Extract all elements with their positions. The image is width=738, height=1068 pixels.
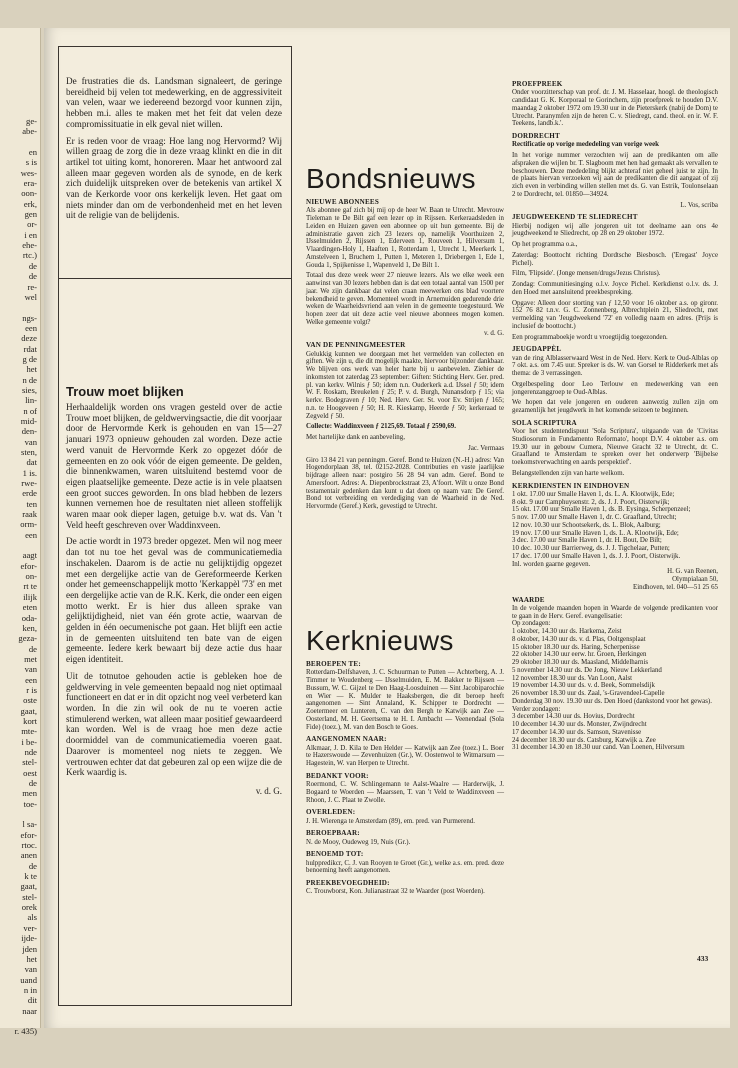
section-heading: NIEUWE ABONNEES: [306, 198, 379, 206]
list-item: Donderdag 30 nov. 19.30 uur ds. Den Hoed (dankstond voor het gewas).: [512, 697, 712, 705]
left-page-fragment: stel-: [22, 891, 37, 902]
left-page-fragment: erk,: [23, 198, 37, 209]
section-heading: PROEFPREEK: [512, 80, 563, 88]
section-heading: BENOEMD TOT:: [306, 850, 364, 859]
left-page-fragment: oda-: [21, 612, 37, 623]
section-heading: WAARDE: [512, 595, 545, 604]
left-page-fragment: wel: [24, 291, 37, 302]
section-paragraph: Gelukkig kunnen we doorgaan met het vermelden van collecten en giften. We zijn u, die dit mogelijk maakte, hiervoor bijzonder dankbaar. We blijven ons werk van heler harte bij u aanbevelen. Ziehier de inkomsten tot zaterdag 23 september: Giften: Stichting Herv. Ger. pred. pl. van kerkv. Wilnis ƒ 50; idem n.n. Ouderkerk a.d. IJssel ƒ 50; idem W. F. Roskam, Breukelen ƒ 25; P. v. d. Burgh, Nunansdorp ƒ 15; via kerkv. Bodegraven ƒ 10; Ned. Herv. Ger. St. voor Ev. Strijen ƒ 165; n.n. te Hoogeveen ƒ 50; H. R. Kieskamp, Heerde ƒ 50; kerkeraad te Zegveld ƒ 50.: [306, 350, 504, 420]
list-item: 17 december 14.30 uur ds. Samson, Stavenisse: [512, 728, 642, 736]
left-page-fragment: de: [28, 860, 37, 871]
left-page-fragment: oest: [23, 767, 37, 778]
left-page-fragment: n of: [23, 405, 37, 416]
section-signature: Jac. Vermaas: [468, 444, 504, 452]
left-page-fragment: oste: [23, 695, 37, 706]
left-page-fragment: van: [24, 964, 37, 975]
left-page-fragment: als: [27, 912, 37, 923]
section-paragraph: Opgave: Alleen door storting van ƒ 12,50 voor 16 oktober a.s. op gironr. 152 76 82 t.n.v. G. C. Zonnenberg, Albrechtplein 21, Sliedrecht, met vermelding van 'Jeugdweekend '72' en volledig naam en adres. (Prijs is inclusief de boottocht.): [512, 299, 718, 330]
left-page-fragment: sies,: [21, 384, 37, 395]
section-heading: BEROEPBAAR:: [306, 829, 360, 838]
left-page-fragment: on-: [25, 571, 37, 582]
left-page-fragment: deze: [21, 333, 37, 344]
left-page-fragment: en: [28, 147, 37, 158]
left-page-fragments: [0, 116, 40, 1037]
trouw-signature: v. d. G.: [255, 785, 282, 796]
left-page-fragment: efor-: [20, 560, 37, 571]
left-page-fragment: mid-: [20, 415, 37, 426]
section-paragraph: Met hartelijke dank en aanbeveling,: [306, 434, 405, 441]
section-paragraph: van de ring Alblasserwaard West in de Ned. Herv. Kerk te Oud-Alblas op 7 okt. a.s. om 7.45 uur. Spreker is ds. W. van Gorsel te Ridderkerk met als thema: de 3 verrassingen.: [512, 354, 718, 377]
list-item: Op zondagen:: [512, 620, 551, 628]
left-page-fragment: dit: [27, 995, 37, 1006]
section-paragraph: Hierbij nodigen wij alle jongeren uit tot deelname aan ons 4e jeugdweekend te Sliedrecht, op 28 en 29 oktober 1972.: [512, 222, 718, 238]
left-page-fragment: nde: [24, 746, 37, 757]
section-heading: OVERLEDEN:: [306, 808, 356, 817]
column-left: [66, 76, 282, 227]
left-page-fragment: [0, 1016, 37, 1026]
section-paragraph: C. Trouwborst, Kon. Julianastraat 32 te Waarder (post Woerden).: [306, 888, 485, 896]
left-page-fragment: ken,: [22, 622, 37, 633]
left-page-fragment: [0, 302, 37, 312]
trouw-title: Trouw moet blijken: [66, 384, 184, 399]
left-page-fragment: aagt: [22, 550, 37, 561]
left-page-fragment: oon-: [21, 188, 37, 199]
list-item: 3 dec. 17.00 uur Smalle Haven 1, dr. H. Bout, De Bilt;: [512, 537, 662, 545]
left-page-fragment: wes-: [20, 167, 37, 178]
trouw-paragraph: Herhaaldelijk worden ons vragen gesteld over de actie Trouw moet blijken, de geldwervingsactie, die dit voorjaar door de Hervormde Kerk is gehouden en van 15—27 januari 1973 opnieuw gehouden zal worden. Deze actie werd vanuit de Hervormde Kerk zo opgezet dóór de gemeenten en zo ook vóór de eigen gemeente. De gelden, die binnenkwamen, waren uitsluitend bestemd voor de eigen plaatselijke gemeente. Deze actie is in vele plaatsen een groot succes geworden. In ons blad hebben de lezers kunnen vernemen hoe de resultaten niet alleen stoffelijk waren maar ook dieper lagen, getuige b.v. wat ds. Van 't Veld heeft geschreven over Waddinxveen.: [66, 402, 282, 530]
left-page-fragment: sten,: [21, 447, 37, 457]
section-paragraph: Orgelbespeling door Leo Terlouw en medewerking van een jongerenzanggroep te Oud-Alblas.: [512, 380, 718, 396]
left-page-fragment: i en: [24, 229, 37, 240]
section-signature: L. Vos, scriba: [680, 201, 718, 209]
left-page-fragment: r is: [26, 684, 37, 695]
section-heading: JEUGDAPPÈL: [512, 345, 562, 354]
list-item: 31 december 14.30 en 18.30 uur cand. Van Loenen, Hilversum: [512, 744, 685, 752]
left-page-fragment: ilijk: [23, 591, 37, 602]
section-heading: JEUGDWEEKEND TE SLIEDRECHT: [512, 213, 638, 222]
section-paragraph: Belangstellenden zijn van harte welkom.: [512, 469, 625, 477]
left-page-fragment: gaat,: [20, 705, 37, 716]
left-page-fragment: or-: [27, 219, 37, 230]
section-paragraph: Zondag: Communitiesinging o.l.v. Joyce Pichel. Kerkdienst o.l.v. ds. J. den Hoed met aansluitend preekbespreking.: [512, 281, 718, 296]
left-page-fragment: uand: [20, 974, 37, 985]
section-heading: AANGENOMEN NAAR:: [306, 735, 387, 744]
left-page-fragment: de: [28, 778, 37, 788]
section-paragraph: Als abonnee gaf zich bij mij op de heer W. Baan te Utrecht. Mevrouw Tieleman te De Bilt gaf een lezer op in Rijssen. Kerkeraadsleden in Leiden en Huizen gaven een abonnee op uit hun gemeente. Bij de administratie gaven zich 23 lezers op, namelijk Voorthuizen 2, IJsselmuiden 2, Rijssen 1, Ederveen 1, Rouveen 1, Hilversum 1, Vlaardingen-Holy 1, Haaften 1, Rotterdam 1, Utrecht 1, Meerkerk 1, Amstelveen 1, Bruchem 1, Putten 1, Meteren 1, Driebergen 1, Ede 1, Gouda 1, Spijkenisse 1, Wapenveld 1, De Bilt 1.: [306, 207, 504, 269]
left-page-fragment: re-: [27, 281, 37, 292]
list-item: 1 oktober, 14.30 uur ds. Harkema, Zeist: [512, 628, 622, 635]
intro-paragraph: De frustraties die ds. Landsman signaleert, de geringe bereidheid bij velen tot medewerking, en de aggressiviteit van velen, waar we iedereend bezorgd voor kunnen zijn, hebben m.i. alles te maken met het feit dat velen deze compromissituatie in elk geval niet willen.: [66, 76, 282, 129]
left-page-fragment: de: [28, 643, 37, 654]
left-page-fragment: l sa-: [22, 819, 37, 830]
left-page-fragment: raak: [22, 509, 37, 520]
left-page-fragment: g de: [22, 353, 37, 364]
left-page-fragment: n in: [23, 984, 37, 995]
list-item: 17 dec. 17.00 uur Smalle Haven 1, ds. J. J. Poort, Oisterwijk.: [512, 552, 681, 560]
page-number: 433: [697, 954, 709, 963]
list-item: 8 okt. 9 uur Camphuysenstr. 2, ds. J. J. Poort, Oisterwijk;: [512, 498, 670, 506]
section-paragraph: N. de Mooy, Oudeweg 19, Nuis (Gr.).: [306, 838, 411, 846]
section-paragraph: J. H. Wierenga te Amsterdam (89), em. pred. van Purmerend.: [306, 817, 475, 825]
left-page-fragment: van: [24, 436, 37, 447]
list-item: 8 oktober, 14.30 uur ds. v. d. Plas, Ooltgensplaat: [512, 635, 646, 643]
left-page-fragment: dat: [26, 457, 37, 468]
left-page-fragment: gaat,: [20, 881, 37, 892]
list-item: 29 oktober 18.30 uur ds. Maasland, Middelharnis: [512, 659, 649, 666]
left-page-fragment: stel-: [22, 757, 37, 768]
section-paragraph: Onder voorzitterschap van prof. dr. J. M. Hasselaar, hoogl. de theologisch candidaat G. K. Korporaal te Gorinchem, zijn proefpreek te houden D.V. maandag 2 oktober 1972 om 19.30 uur in de Pieterskerk (nabij de Dom) te Utrecht. Paranymfen zijn de heren C. v. Sliedregt, cand. theol. en ir. W. F. Teekens, landb.k.'.: [512, 89, 718, 128]
section-heading: PREEKBEVOEGDHEID:: [306, 879, 390, 887]
left-page-fragment: era-: [23, 178, 37, 189]
list-item: Verder zondagen:: [512, 705, 561, 713]
section-paragraph: Film, 'Flipside'. (Jonge mensen/drugs/Jezus Christus).: [512, 270, 661, 278]
list-item: 26 november 18.30 uur ds. Zaal, 's-Gravendeel-Capelle: [512, 690, 665, 697]
left-page-fragment: de: [28, 271, 37, 282]
list-item: 10 dec. 10.30 uur Barrierweg, ds. J. J. Tigchelaar, Putten;: [512, 545, 670, 552]
left-page-fragment: ten: [26, 498, 37, 509]
section-heading: BEDANKT VOOR:: [306, 771, 369, 780]
left-page-fragment: kort: [23, 715, 37, 726]
bondsnieuws-title: Bondsnieuws: [306, 163, 476, 194]
left-page-fragment: lin-: [25, 395, 37, 406]
left-page-fragment: s is: [25, 157, 37, 168]
section-heading: BEROEPEN TE:: [306, 660, 361, 668]
kerknieuws-title: Kerknieuws: [306, 625, 454, 656]
left-page-fragment: geza-: [18, 633, 37, 644]
list-item: 10 december 14.30 uur ds. Monster, Zwijndrecht: [512, 721, 647, 728]
left-page-fragment: een: [25, 322, 37, 333]
list-item: 19 nov. 17.00 uur Smalle Haven 1, ds. L. A. Klootwijk, Ede;: [512, 529, 679, 537]
list-item: 12 november 18.30 uur ds. Van Loon, Aalst: [512, 674, 633, 682]
section-subheading: Rectificatie op vorige mededeling van vorige week: [512, 141, 659, 149]
signature-line: Eindhoven, tel. 040—51 25 65: [633, 583, 718, 591]
left-page-fragment: ver-: [23, 922, 37, 933]
section-paragraph: Collecte: Waddinxveen ƒ 2125,69. Totaal ƒ 2590,69.: [306, 423, 456, 431]
left-page-fragment: een: [25, 674, 37, 685]
intro-article: [66, 76, 282, 221]
section-heading: SOLA SCRIPTURA: [512, 418, 577, 427]
left-page-fragment: men: [22, 788, 37, 799]
left-page-fragment: 1 is.: [22, 467, 37, 478]
left-page-fragment: ijde-: [21, 933, 37, 944]
list-item: 24 december 18.30 uur ds. Catsburg, Katwijk a. Zee: [512, 736, 656, 744]
left-page-fragment: naar: [22, 1005, 37, 1016]
left-page-fragment: ngs-: [22, 312, 37, 323]
section-paragraph: Een programmaboekje wordt u vroegtijdig toegezonden.: [512, 333, 668, 341]
left-page-fragment: eten: [22, 602, 37, 613]
section-paragraph: Alkmaar, J. D. Kila te Den Helder — Katwijk aan Zee (toez.) L. Boer te Hazerswoude — Zevenhuizen (Gr.), W. Oostenwol te Witmarsum — Hagestein, W. van Herpen te Utrecht.: [306, 744, 504, 767]
left-page-fragment: jden: [22, 943, 37, 954]
section-paragraph: Giro 13 84 21 van penningm. Geref. Bond te Huizen (N.-H.) adres: Van Hogendorplaan 38, tel. 02152-2028. Contributies en vaste jaarlijkse bijdrage alleen naar: postgiro 56 28 94 van adm. Geref. Bond te Amersfoort. Adres: A. Diepenbrockstraat 23, A'foort. Wilt u onze Bond testamentair gedenken dan kunt u dat doen op naam van: De Geref. Bond tot verbreiding en verdediging van de Waarheid in de Ned. Hervormde (Geref.) Kerk, gevestigd te Utrecht.: [306, 456, 504, 510]
left-page-fragment: een: [25, 529, 37, 540]
column-right: [512, 76, 718, 752]
left-page-fragment: [0, 540, 37, 550]
left-page-fragment: [0, 137, 37, 147]
left-page-margin: [0, 28, 41, 1037]
section-paragraph: hulppredikcr, C. J. van Rooyen te Groet (Gr.), welke a.s. em. pred. deze benoeming heeft aangenomen.: [306, 859, 504, 875]
left-page-fragment: k te: [24, 871, 37, 882]
signature-line: Olympialaan 50,: [672, 576, 718, 583]
trouw-article: [66, 384, 282, 796]
left-page-fragment: ge-: [26, 116, 37, 126]
list-item: 12 nov. 10.30 uur Schootsekerk, ds. L. Blok, Aalburg;: [512, 521, 661, 529]
newspaper-page: [44, 28, 730, 1028]
left-page-fragment: ehe-: [22, 240, 37, 251]
left-page-fragment: abe-: [22, 126, 37, 137]
left-page-fragment: het: [26, 953, 37, 964]
left-page-fragment: van: [24, 664, 37, 675]
list-item: 3 december 14.30 uur ds. Hovius, Dordrecht: [512, 713, 635, 721]
left-page-fragment: rdat: [23, 343, 37, 354]
list-item: 5 nov. 17.00 uur Smalle Haven 1, dr. C. Graafland, Utrecht;: [512, 514, 677, 521]
left-page-fragment: rwe-: [21, 478, 37, 489]
section-heading: KERKDIENSTEN IN EINDHOVEN: [512, 481, 630, 490]
section-paragraph: Roermond, C. W. Schlingemann te Aalst-Waalre — Harderwijk, J. Bogaard te Woerden — Maarssen, T. van 't Veld te Waddinxveen — Rhoon, J. C. Plaat te Zwolle.: [306, 781, 504, 804]
list-item: In de volgende maanden hopen in Waarde de volgende predikanten voor te gaan in de Herv. Geref. evangelisatie:: [512, 604, 718, 620]
kerknieuws-section: [306, 626, 504, 899]
list-item: 15 oktober 18.30 uur ds. Haring, Scherpenisse: [512, 643, 640, 651]
section-signature: v. d. G.: [483, 329, 504, 337]
left-page-fragment: r. 435): [14, 1026, 37, 1037]
left-page-fragment: anen: [20, 850, 37, 861]
left-page-fragment: rt te: [23, 581, 37, 592]
signature-line: H. G. van Reenen,: [667, 568, 718, 576]
left-page-fragment: mte-: [21, 726, 37, 737]
list-item: Inl. worden gaarne gegeven.: [512, 560, 591, 568]
left-page-fragment: de: [28, 260, 37, 271]
left-page-fragment: den-: [21, 426, 37, 437]
section-paragraph: Op het programma o.a.,: [512, 241, 578, 248]
section-paragraph: In het vorige nummer verzochten wij aan de predikanten om alle afspraken die wijlen br. T. Slagboom met hen had gemaakt als vervallen te beschouwen. Deze mededeling blijkt achteraf niet geheel juist te zijn. In de plaats hiervan verzoeken wij aan de predikanten die dit aangaat of zij zich even in verbinding willen stellen met ds. G. van Estrik, Toulonselaan 2 te Dordrecht, tel. 01850—34924.: [512, 152, 718, 198]
left-page-fragment: orm-: [20, 519, 37, 530]
list-item: 5 november 14.30 uur ds. De Jong, Nieuw Lekkerland: [512, 666, 662, 674]
section-paragraph: Voor het studentendispuut 'Sola Scriptura', uitgaande van de 'Civitas Studiosorum in Fundamento Reformato', hoopt D.V. 4 oktober a.s. om 19.30 uur in gebouw Cumera, Nieuwe Gracht 32 te Utrecht, dr. C. Graafland te Amsterdam te spreken over het onderwerp 'Bijbelse toekomstverwachting en aards perspektief'.: [512, 428, 718, 466]
list-item: 19 november 14.30 uur ds. v. d. Beek, Sommelsdijk: [512, 682, 655, 690]
left-page-fragment: toe-: [23, 798, 37, 809]
left-page-fragment: rtoc.: [21, 840, 37, 851]
section-heading: DORDRECHT: [512, 132, 560, 140]
bondsnieuws-section: [306, 164, 504, 514]
trouw-paragraph: Uit de totnutoe gehouden actie is gebleken hoe de geldwerving in vele gemeenten bepaald nog niet optimaal functioneert en dat er in dit opzicht nog veel verbeterd kan worden. In die zin wil ook de nu te voeren actie stimulerend werken, wat alleen maar positief gewaardeerd kan worden. Wel is de vraag hoe men deze actie doormiddel van de communicatiemedia voeren gaat. Daarover is momenteel nog niets te zeggen. We vertrouwen echter dat dat gebeuren zal op een wijze die de Kerk waardig is.: [66, 670, 282, 778]
left-page-fragment: i be-: [21, 736, 37, 747]
left-page-fragment: erde: [22, 488, 37, 499]
intro-paragraph: Er is reden voor de vraag: Hoe lang nog Hervormd? Wij willen graag de zorg die in deze vraag klinkt en die in dit artikel tot uiting komt, honoreren. Maar het antwoord zal alleen maar gegeven worden als de synode, en de kerk zich duidelijk uitspreken over de betekenis van artikel X van de Kerkorde voor ons kerkelijk leven. Het gaat om niets minder dan om de verbondenheid met en het leven uit de religie van de belijdenis.: [66, 135, 282, 221]
left-page-fragment: rtc.): [22, 250, 37, 261]
list-item: 22 oktober 14.30 uur eerw. hr. Groen, Herkingen: [512, 651, 647, 659]
list-item: 1 okt. 17.00 uur Smalle Haven 1, ds. L. A. Klootwijk, Ede;: [512, 490, 675, 498]
section-paragraph: Zaterdag: Boottocht richting Dordtsche Biesbosch. ('Eregast' Joyce Pichel).: [512, 251, 718, 267]
section-paragraph: Rotterdam-Delfshaven, J. C. Schuurman te Putten — Achterberg, A. J. Timmer te Woudenberg — IJsselmuiden, E. M. Bakker te Rijssen — Bussum, W. C. Gijzel te Den Haag-Loosduinen — Sint Jacobiparochie en Wier — K. Mulder te Haaksbergen, die dit beroep heeft aangenomen — Sint Annaland, K. Schipper te Dordrecht — Zoetermeer en Lunteren, C. van den Bergh te Katwijk aan Zee — Oosterland, M. H. Geertsema te H. I. Ambacht — Veenendaal (Sola Fide) (toez.), M. van den Bosch te Goes.: [306, 669, 504, 731]
left-page-fragment: efor-: [20, 829, 37, 840]
left-page-fragment: met: [24, 653, 37, 664]
trouw-paragraph: De actie wordt in 1973 breder opgezet. Men wil nog meer dan tot nu toe het geval was de communicatiemedia inschakelen. Daarom is de actie nu gelijktijdig opgezet met een dergelijke actie van de Gereformeerde Kerken onder het gemeenschappelijk motto 'Kerkappèl '73' en met een dergelijke actie van de R.K. Kerk, die onder een eigen motto werkt. Er is hier dus alleen sprake van gelijktijdigheid, niet van één grote actie, waarvan de gelden in één oecumenische pot gaan. Het blijft een actie in de gemeenten uitsluitend ten bate van de eigen gemeente. Iedere kerk bewaart bij deze actie dus haar eigen identiteit.: [66, 536, 282, 665]
left-page-fragment: n de: [22, 374, 37, 385]
divider: [58, 278, 292, 279]
section-heading: VAN DE PENNINGMEESTER: [306, 341, 406, 350]
list-item: 15 okt. 17.00 uur Smalle Haven 1, ds. B. Eysinga, Scherpenzeel;: [512, 506, 691, 514]
section-paragraph: Totaal dus deze week weer 27 nieuwe lezers. Als we elke week een aanwinst van 30 lezers hebben dan is dat een totaal aantal van 1500 per jaar. We zijn dankbaar dat velen craan meewerken ons blad voortere bekendheid te geven. Momenteel wordt in Arnemuiden gedurende drie weken de Waarheidsvriend aan velen in de gemeente toegestuurd. We hopen zeer dat uit deze actie veel nieuwe abonnees mogen komen. Welke gemeente volgt?: [306, 272, 504, 326]
left-page-fragment: het: [26, 364, 37, 375]
left-page-fragment: orek: [21, 902, 37, 913]
left-page-fragment: [0, 809, 37, 819]
left-page-fragment: gen: [24, 209, 37, 220]
section-paragraph: We hopen dat vele jongeren en ouderen aanwezig zullen zijn om gezamenlijk het jeugdwerk in het komende seizoen te beginnen.: [512, 399, 718, 414]
